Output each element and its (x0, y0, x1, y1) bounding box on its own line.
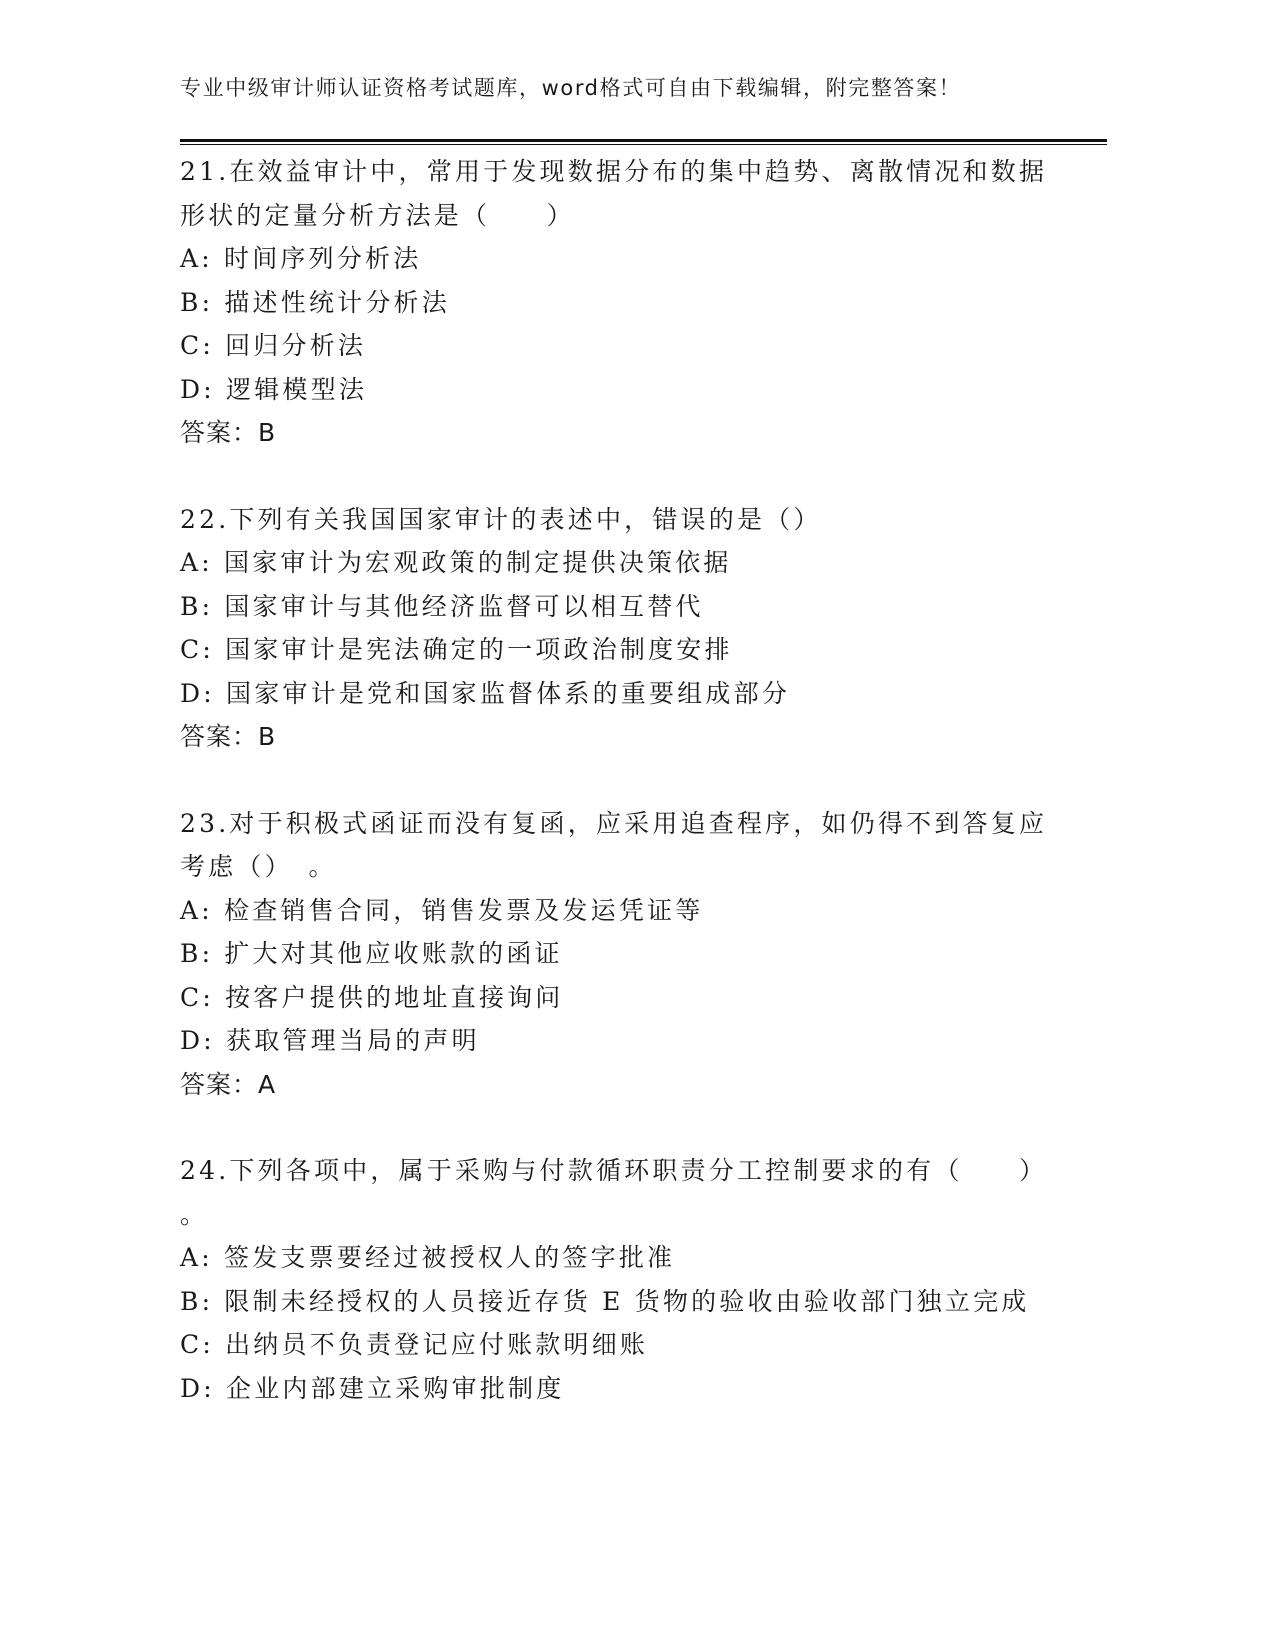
question-text-line: 形状的定量分析方法是（ ） (180, 200, 575, 230)
option-d: D: 逻辑模型法 (180, 374, 368, 404)
option-a: A: 检查销售合同，销售发票及发运凭证等 (180, 895, 704, 925)
option-c: C: 按客户提供的地址直接询问 (180, 982, 564, 1012)
option-d: D: 获取管理当局的声明 (180, 1026, 480, 1055)
question-text-line: 23.对于积极式函证而没有复函，应采用追查程序，如仍得不到答复应 (180, 808, 1048, 838)
option-b: B: 扩大对其他应收账款的函证 (180, 939, 563, 968)
page-header: 专业中级审计师认证资格考试题库，word格式可自由下载编辑，附完整答案！ (180, 76, 962, 100)
question-text-line: 22.下列有关我国国家审计的表述中，错误的是（） (180, 504, 822, 534)
header-rule (180, 139, 1107, 145)
option-b: B: 描述性统计分析法 (180, 287, 450, 317)
answer: 答案：B (180, 722, 277, 751)
option-a: A: 签发支票要经过被授权人的签字批准 (180, 1243, 676, 1272)
option-c: C: 国家审计是宪法确定的一项政治制度安排 (180, 635, 733, 664)
header-rule-thin (180, 144, 1107, 145)
option-c: C: 出纳员不负责登记应付账款明细账 (180, 1330, 649, 1359)
question-24 (180, 1149, 1110, 1410)
option-a: A: 国家审计为宏观政策的制定提供决策依据 (180, 548, 732, 577)
header-rule-thick (180, 139, 1107, 142)
question-text-line: 。 (180, 1199, 209, 1229)
option-b: B: 限制未经授权的人员接近存货 E 货物的验收由验收部门独立完成 (180, 1286, 1030, 1316)
option-d: D: 国家审计是党和国家监督体系的重要组成部分 (180, 678, 791, 708)
question-text-line: 21.在效益审计中，常用于发现数据分布的集中趋势、离散情况和数据 (180, 157, 1048, 186)
answer: 答案：A (180, 1069, 277, 1099)
question-21 (180, 150, 1110, 455)
option-d: D: 企业内部建立采购审批制度 (180, 1373, 565, 1403)
question-text-line: 24.下列各项中，属于采购与付款循环职责分工控制要求的有（ ） (180, 1156, 1048, 1185)
question-text-line: 考虑（） 。 (180, 852, 337, 881)
question-list (180, 150, 1110, 1453)
question-22 (180, 498, 1110, 759)
question-23 (180, 802, 1110, 1107)
answer: 答案：B (180, 418, 277, 447)
option-b: B: 国家审计与其他经济监督可以相互替代 (180, 591, 704, 621)
option-c: C: 回归分析法 (180, 331, 367, 360)
option-a: A: 时间序列分析法 (180, 244, 422, 273)
